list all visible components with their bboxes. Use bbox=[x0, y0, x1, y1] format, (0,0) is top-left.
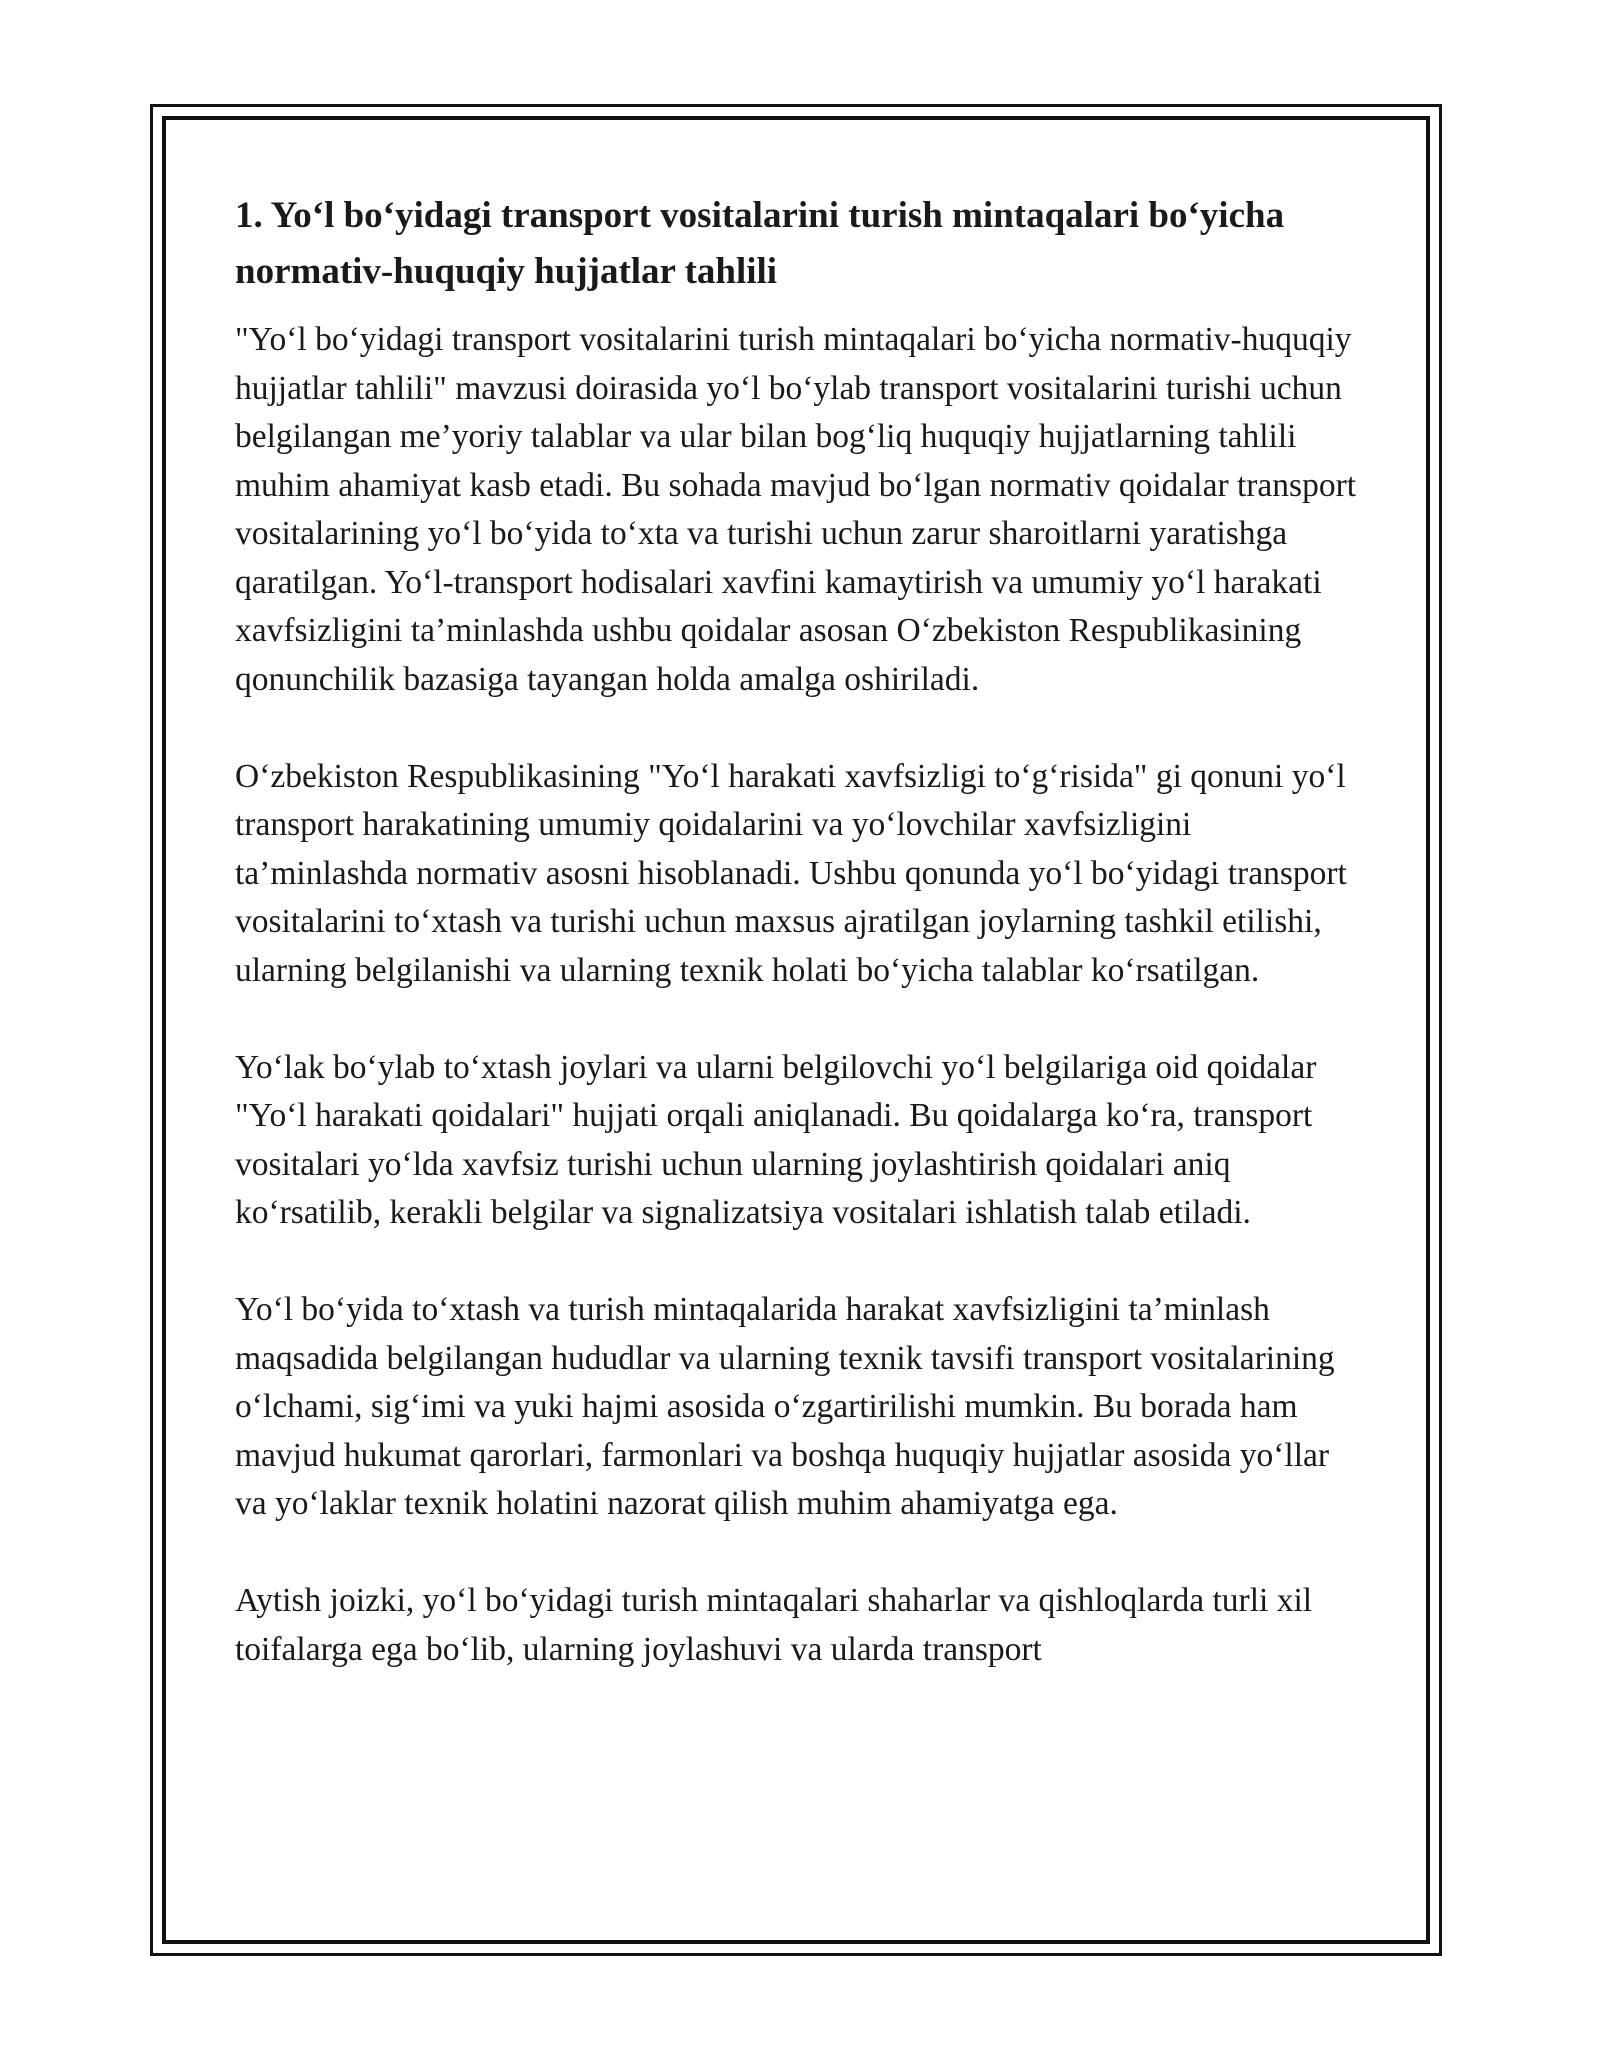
document-body bbox=[235, 188, 1365, 1674]
section-heading: 1. Yo‘l bo‘yidagi transport vositalarini turish mintaqalari bo‘yicha normativ-huquqiy hujjatlar tahlili bbox=[235, 195, 1285, 292]
paragraph-4: Yo‘l bo‘yida to‘xtash va turish mintaqalarida harakat xavfsizligini ta’minlash maqsadida belgilangan hududlar va ularning texnik tavsifi transport vositalarining o‘lchami, sig‘imi va yuki hajmi asosida o‘zgartirilishi mumkin. Bu borada ham mavjud hukumat qarorlari, farmonlari va boshqa huquqiy hujjatlar asosida yo‘llar va yo‘laklar texnik holatini nazorat qilish muhim ahamiyatga ega. bbox=[235, 1291, 1335, 1522]
paragraph-3: Yo‘lak bo‘ylab to‘xtash joylari va ularni belgilovchi yo‘l belgilariga oid qoidalar "Yo‘l harakati qoidalari" hujjati orqali aniqlanadi. Bu qoidalarga ko‘ra, transport vositalari yo‘lda xavfsiz turishi uchun ularning joylashtirish qoidalari aniq ko‘rsatilib, kerakli belgilar va signalizatsiya vositalari ishlatish talab etiladi. bbox=[235, 1048, 1317, 1231]
paragraph-5: Aytish joizki, yo‘l bo‘yidagi turish mintaqalari shaharlar va qishloqlarda turli xil toifalarga ega bo‘lib, ularning joylashuvi va ularda transport bbox=[235, 1582, 1313, 1668]
paragraph-2: O‘zbekiston Respublikasining "Yo‘l harakati xavfsizligi to‘g‘risida" gi qonuni yo‘l transport harakatining umumiy qoidalarini va yo‘lovchilar xavfsizligini ta’minlashda normativ asosni hisoblanadi. Ushbu qonunda yo‘l bo‘yidagi transport vositalarini to‘xtash va turishi uchun maxsus ajratilgan joylarning tashkil etilishi, ularning belgilanishi va ularning texnik holati bo‘yicha talablar ko‘rsatilgan. bbox=[235, 757, 1347, 989]
paragraph-1: "Yo‘l bo‘yidagi transport vositalarini turish mintaqalari bo‘yicha normativ-huquqiy hujjatlar tahlili" mavzusi doirasida yo‘l bo‘ylab transport vositalarini turishi uchun belgilangan me’yoriy talablar va ular bilan bog‘liq huquqiy hujjatlarning tahlili muhim ahamiyat kasb etadi. Bu sohada mavjud bo‘lgan normativ qoidalar transport vositalarining yo‘l bo‘yida to‘xta va turishi uchun zarur sharoitlarni yaratishga qaratilgan. Yo‘l-transport hodisalari xavfini kamaytirish va umumiy yo‘l harakati xavfsizligini ta’minlashda ushbu qoidalar asosan O‘zbekiston Respublikasining qonunchilik bazasiga tayangan holda amalga oshiriladi. bbox=[235, 321, 1357, 698]
